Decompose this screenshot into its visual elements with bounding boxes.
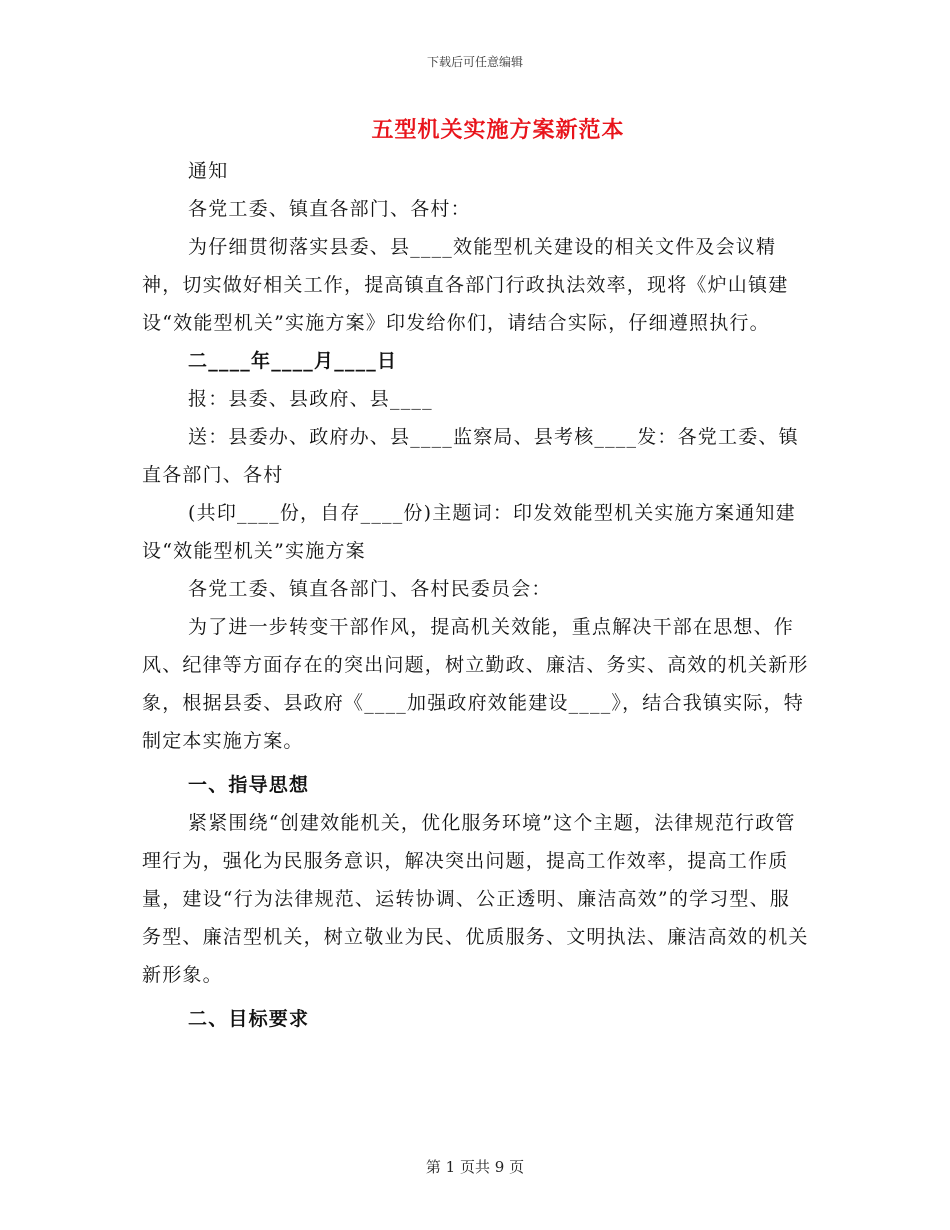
guiding-thought-paragraph: 紧紧围绕“创建效能机关，优化服务环境”这个主题，法律规范行政管理行为，强化为民服务意识，解决突出问题，提高工作效率，提高工作质量，建设“行为法律规范、运转协调、公正透明、廉洁高效”的学习型、服务型、廉洁型机关，树立敬业为民、优质服务、文明执法、廉洁高效的机关新形象。 — [142, 812, 809, 986]
addressee-line-2: 各党工委、镇直各部门、各村民委员会： — [188, 578, 552, 600]
document-title: 五型机关实施方案新范本 — [371, 117, 625, 143]
print-count-line: (共印____份，自存____份)主题词：印发效能型机关实施方案通知建设“效能型机关”实施方案 — [142, 502, 796, 562]
notice-body: 为仔细贯彻落实县委、县____效能型机关建设的相关文件及会议精神，切实做好相关工作，提高镇直各部门行政执法效率，现将《炉山镇建设“效能型机关”实施方案》印发给你们，请结合实际，仔细遵照执行。 — [142, 236, 789, 334]
date-line: 二____年____月____日 — [188, 350, 398, 372]
section-heading-guiding-thought: 一、指导思想 — [188, 774, 310, 796]
send-to-line: 送：县委办、政府办、县____监察局、县考核____发：各党工委、镇直各部门、各村 — [142, 426, 799, 486]
report-to-line: 报：县委、县政府、县____ — [188, 388, 433, 410]
document-body — [142, 152, 810, 1038]
page-header-note: 下载后可任意编辑 — [426, 55, 523, 69]
addressee-line: 各党工委、镇直各部门、各村： — [188, 198, 471, 220]
intro-paragraph: 为了进一步转变干部作风，提高机关效能，重点解决干部在思想、作风、纪律等方面存在的突出问题，树立勤政、廉洁、务实、高效的机关新形象，根据县委、县政府《____加强政府效能建设____》，结合我镇实际，特制定本实施方案。 — [142, 616, 809, 752]
notice-label: 通知 — [188, 160, 229, 182]
page-footer: 第 1 页共 9 页 — [425, 1158, 525, 1176]
section-heading-goals: 二、目标要求 — [188, 1008, 310, 1030]
